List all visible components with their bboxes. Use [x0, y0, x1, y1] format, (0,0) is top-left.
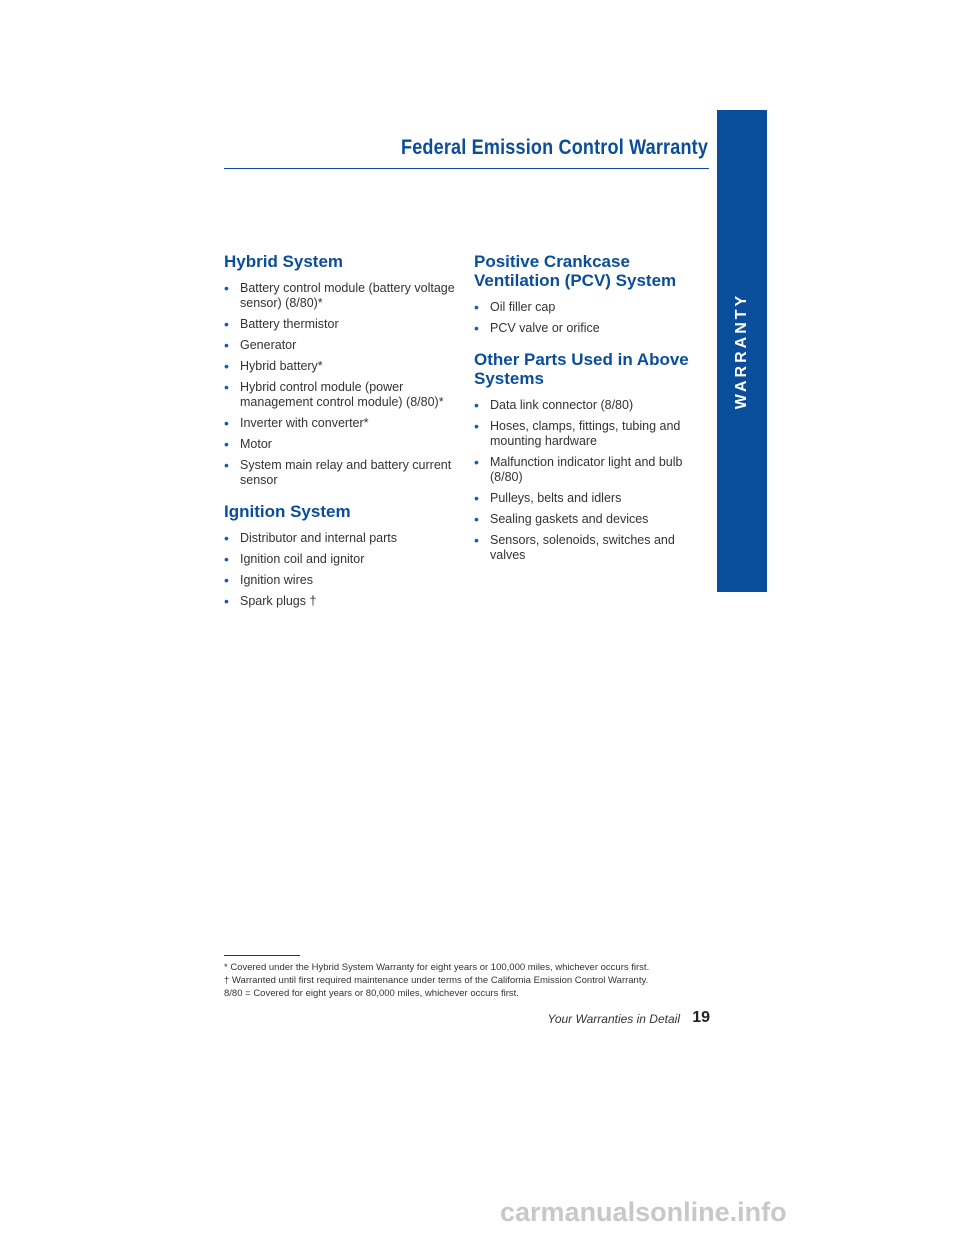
bullet-icon: • [224, 379, 229, 395]
list-item [224, 531, 456, 546]
list-item [474, 491, 700, 506]
list-item-text: Battery thermistor [240, 317, 339, 331]
section-heading: Ignition System [224, 502, 351, 521]
list-item [474, 419, 700, 449]
list-item [474, 300, 700, 315]
list-item-text: PCV valve or orifice [490, 321, 600, 335]
side-tab-label: WARRANTY [733, 292, 750, 410]
page-title: Federal Emission Control Warranty [400, 136, 708, 159]
footnote-divider [224, 955, 300, 956]
list-item [474, 398, 700, 413]
list-item [474, 512, 700, 527]
item-list [474, 398, 700, 563]
section-heading: Positive Crankcase Ventilation (PCV) System [474, 252, 677, 290]
list-item-text: Malfunction indicator light and bulb (8/80) [490, 455, 683, 484]
bullet-icon: • [224, 337, 229, 353]
item-list [474, 300, 700, 336]
list-item-text: Oil filler cap [490, 300, 556, 314]
list-item [224, 359, 456, 374]
list-item-text: Spark plugs † [240, 594, 317, 608]
list-item-text: System main relay and battery current sensor [240, 458, 452, 487]
bullet-icon: • [474, 511, 479, 527]
section-pcv-system [474, 252, 700, 336]
bullet-icon: • [224, 316, 229, 332]
bullet-icon: • [224, 593, 229, 609]
bullet-icon: • [474, 418, 479, 434]
footnote: 8/80 = Covered for eight years or 80,000 miles, whichever occurs first. [224, 988, 519, 999]
left-column [224, 252, 456, 623]
list-item-text: Ignition coil and ignitor [240, 552, 365, 566]
bullet-icon: • [224, 572, 229, 588]
list-item [224, 458, 456, 488]
bullet-icon: • [474, 532, 479, 548]
list-item-text: Pulleys, belts and idlers [490, 491, 622, 505]
title-divider [224, 168, 709, 169]
bullet-icon: • [224, 436, 229, 452]
section-heading: Hybrid System [224, 252, 344, 271]
list-item [224, 338, 456, 353]
footnote: * Covered under the Hybrid System Warranty for eight years or 100,000 miles, whichever occurs first. [224, 962, 650, 973]
list-item-text: Hybrid battery* [240, 359, 323, 373]
list-item-text: Ignition wires [240, 573, 313, 587]
list-item [224, 317, 456, 332]
right-column [474, 252, 700, 577]
section-ignition-system [224, 502, 456, 609]
item-list [224, 281, 456, 488]
list-item-text: Data link connector (8/80) [490, 398, 634, 412]
list-item [474, 321, 700, 336]
footnote: † Warranted until first required maintenance under terms of the California Emission Control Warranty. [224, 975, 649, 986]
list-item-text: Sealing gaskets and devices [490, 512, 649, 526]
list-item [474, 533, 700, 563]
bullet-icon: • [474, 490, 479, 506]
list-item-text: Sensors, solenoids, switches and valves [490, 533, 675, 562]
side-tab [717, 110, 767, 592]
list-item [224, 594, 456, 609]
bullet-icon: • [224, 280, 229, 296]
list-item-text: Motor [240, 437, 272, 451]
bullet-icon: • [224, 530, 229, 546]
list-item-text: Battery control module (battery voltage sensor) (8/80)* [240, 281, 455, 310]
list-item [224, 573, 456, 588]
list-item-text: Hybrid control module (power management control module) (8/80)* [240, 380, 444, 409]
footer-label: Your Warranties in Detail [547, 1012, 680, 1026]
list-item-text: Inverter with converter* [240, 416, 369, 430]
bullet-icon: • [224, 415, 229, 431]
bullet-icon: • [224, 551, 229, 567]
bullet-icon: • [224, 457, 229, 473]
watermark: carmanualsonline.info [500, 1197, 787, 1227]
list-item [224, 416, 456, 431]
list-item [224, 281, 456, 311]
page-number: 19 [692, 1009, 710, 1026]
bullet-icon: • [474, 454, 479, 470]
section-other-parts [474, 350, 700, 563]
list-item [224, 380, 456, 410]
bullet-icon: • [474, 320, 479, 336]
list-item-text: Generator [240, 338, 297, 352]
list-item-text: Hoses, clamps, fittings, tubing and mounting hardware [490, 419, 681, 448]
list-item [224, 552, 456, 567]
section-hybrid-system [224, 252, 456, 488]
bullet-icon: • [474, 299, 479, 315]
section-heading: Other Parts Used in Above Systems [474, 350, 689, 388]
footnotes [224, 961, 704, 1000]
item-list [224, 531, 456, 609]
bullet-icon: • [224, 358, 229, 374]
bullet-icon: • [474, 397, 479, 413]
list-item [224, 437, 456, 452]
list-item [474, 455, 700, 485]
list-item-text: Distributor and internal parts [240, 531, 398, 545]
